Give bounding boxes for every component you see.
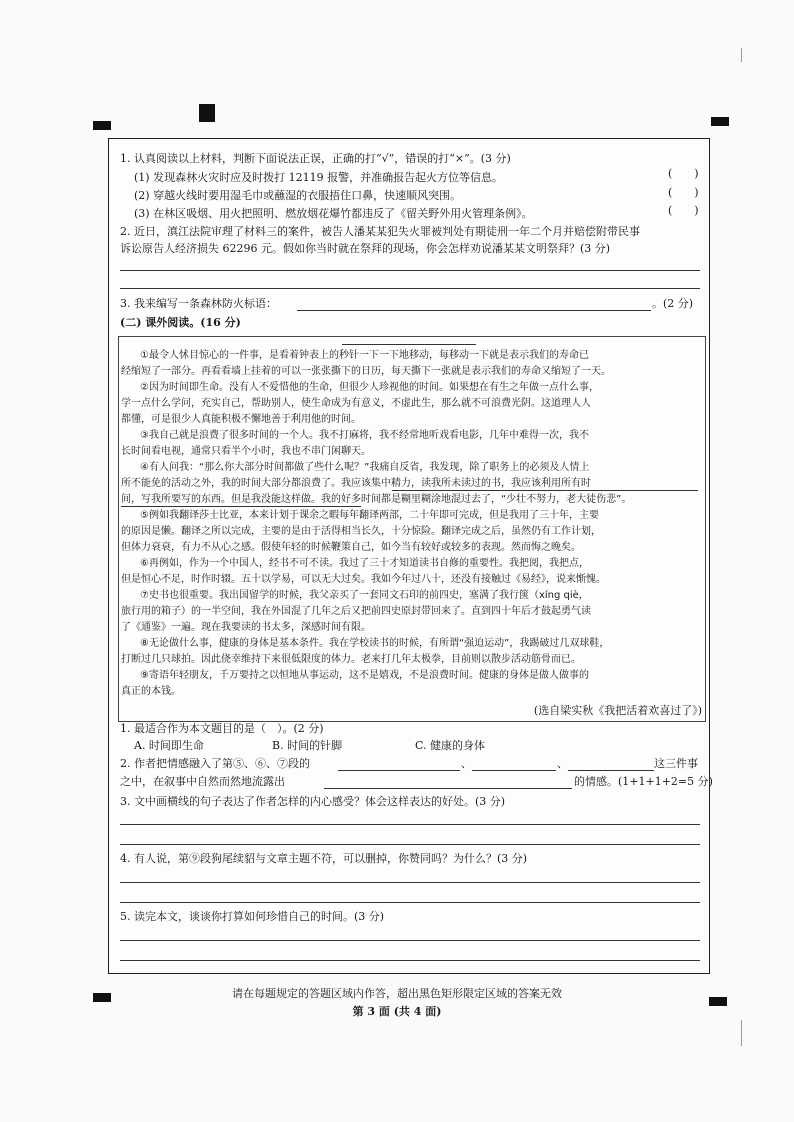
passage-line: ⑥再例如，作为一个中国人，经书不可不读。我过了三十才知道读书自修的重要性。我把阅，我把点， [140, 558, 589, 569]
passage-source: (选自梁实秋《我把活着欢喜过了》) [533, 704, 702, 717]
answer-line[interactable] [120, 882, 700, 883]
passage-line: 都懂，可是很少人真能积极不懈地善于利用他的时间。 [121, 414, 361, 425]
answer-paren[interactable]: ( ) [668, 167, 699, 180]
q2-line-2: 诉讼原告人经济损失 62296 元。假如你当时就在祭拜的现场，你会怎样劝说潘某某文明祭拜？(3 分) [120, 242, 611, 255]
passage-line: 旅行用的箱子）的一半空间，我在外国混了几年之后又把前四史原封带回来了。直到四十年后才鼓起勇气读 [121, 606, 591, 617]
reading-q2-b: 之中，在叙事中自然而然地流露出 [120, 775, 285, 788]
answer-paren[interactable]: ( ) [668, 186, 699, 199]
blank-separator: 、 [557, 757, 568, 770]
q3-score: 。(2 分) [652, 297, 694, 310]
reading-q4: 4. 有人说，第⑨段狗尾续貂与文章主题不符，可以删掉，你赞同吗？为什么？(3 分) [120, 852, 528, 865]
answer-line[interactable] [120, 960, 700, 961]
passage-line: ⑧无论做什么事，健康的身体是基本条件。我在学校读书的时候，有所谓“强迫运动”，我踢破过几双球鞋， [140, 638, 610, 649]
answer-line[interactable] [120, 288, 700, 289]
footer-notice: 请在每题规定的答题区域内作答，超出黑色矩形限定区域的答案无效 [232, 987, 562, 1000]
passage-line: 学一点什么学问，充实自己，帮助别人，使生命成为有意义，不虚此生，那么就不可浪费光阴。这道理人人 [121, 398, 591, 409]
registration-mark [199, 104, 215, 122]
answer-blank[interactable] [568, 770, 654, 771]
passage-line: 了《通鉴》一遍。现在我要读的书太多，深感时间有限。 [121, 622, 371, 633]
answer-line[interactable] [120, 902, 700, 903]
answer-line[interactable] [120, 844, 700, 845]
passage-line: 间，写我所要写的东西。但是我没能这样做。我的好多时间都是糊里糊涂地混过去了，“少壮不努力，老大徒伤悲”。 [121, 494, 632, 505]
registration-mark [93, 121, 111, 130]
reading-q3: 3. 文中画横线的句子表达了作者怎样的内心感受？体会这样表达的好处。(3 分) [120, 795, 506, 808]
passage-line: ⑤例如我翻译莎士比亚，本来计划于课余之暇每年翻译两部，二十年即可完成，但是我用了三十年，主要 [140, 510, 599, 521]
passage-line: ⑦史书也很重要。我出国留学的时候，我父亲买了一套同文石印的前四史，塞满了我行箧（xíng qiè， [140, 590, 589, 601]
q1-option-c[interactable]: C. 健康的身体 [415, 739, 486, 752]
answer-blank[interactable] [324, 788, 572, 789]
passage-line: 打断过几只球拍。因此侥幸维持下来很低限度的体力。老来打几年太极拳，目前则以散步活动筋骨而已。 [121, 654, 581, 665]
reading-q5: 5. 读完本文，谈谈你打算如何珍惜自己的时间。(3 分) [120, 910, 385, 923]
passage-line: 但是恒心不足，时作时辍。五十以学易，可以无大过矣。我如今年过八十，还没有接触过《易经》，说来惭愧。 [121, 574, 606, 585]
answer-line[interactable] [120, 940, 700, 941]
passage-line: 经缩短了一部分。再看看墙上挂着的可以一张张撕下的日历，每天撕下一张就是表示我们的寿命又缩短了一天。 [121, 366, 611, 377]
q1-option-b[interactable]: B. 时间的针脚 [272, 739, 343, 752]
answer-blank[interactable] [338, 770, 460, 771]
decor-line [342, 344, 476, 345]
q1-stem: 1. 认真阅读以上材料，判断下面说法正误，正确的打“√”，错误的打“×”。(3 分) [120, 152, 511, 165]
reading-q1: 1. 最适合作为本文题目的是（ ）。(2 分) [120, 722, 324, 735]
passage-line: 的原因是懒。翻译之所以完成，主要的是由于活得相当长久，十分惊险。翻译完成之后，虽然仍有工作计划， [121, 526, 601, 537]
blank-separator: 、 [461, 757, 472, 770]
scan-edge [741, 1020, 742, 1046]
q1-option-a[interactable]: A. 时间即生命 [134, 739, 204, 752]
underlined-sentence [392, 490, 698, 491]
q1-item-3: (3) 在林区吸烟、用火把照明、燃放烟花爆竹都违反了《留关野外用火管理条例》。 [134, 207, 533, 220]
passage-line: ③我自己就是浪费了很多时间的一个人。我不打麻将，我不经常地听戏看电影，几年中难得一次，我不 [140, 430, 589, 441]
q2-line-1: 2. 近日，滇江法院审理了材料三的案件，被告人潘某某犯失火罪被判处有期徒刑一年二个月并赔偿附带民事 [120, 225, 640, 238]
answer-line[interactable] [120, 824, 700, 825]
passage-line: ⑨寄语年轻朋友，千万要持之以恒地从事运动，这不是嬉戏，不是浪费时间。健康的身体是做人做事的 [140, 670, 589, 681]
section-heading: (二) 课外阅读。(16 分) [120, 316, 241, 329]
passage-line: ②因为时间即生命。没有人不爱惜他的生命，但很少人珍视他的时间。如果想在有生之年做一点什么事， [140, 382, 599, 393]
q3-label: 3. 我来编写一条森林防火标语： [120, 297, 277, 310]
reading-q2-end: 这三件事 [654, 757, 698, 770]
q1-item-2: (2) 穿越火线时要用湿毛巾或蘸湿的衣服捂住口鼻，快速顺风突围。 [134, 189, 462, 202]
passage-line: 长时间看电视，通常只看半个小时，我也不串门闲聊天。 [121, 446, 371, 457]
answer-line[interactable] [120, 270, 700, 271]
passage-line: 真正的本钱。 [121, 686, 181, 697]
passage-line: ①最令人怵目惊心的一件事，是看着钟表上的秒针一下一下地移动，每移动一下就是表示我们的寿命已 [140, 350, 589, 361]
reading-q2-a: 2. 作者把情感融入了第⑤、⑥、⑦段的 [120, 757, 310, 770]
scan-edge [741, 48, 742, 62]
reading-q2-b-end: 的情感。(1+1+1+2=5 分) [574, 775, 713, 788]
passage-line: 所不能免的活动之外，我的时间大部分都浪费了。我应该集中精力，读我所未读过的书，我应该利用所有时 [121, 478, 591, 489]
slogan-blank[interactable] [297, 310, 651, 311]
answer-blank[interactable] [472, 770, 556, 771]
underlined-sentence [121, 506, 361, 507]
passage-line: ④有人问我：“那么你大部分时间都做了些什么呢？”我痛自反省，我发现，除了职务上的必须及人情上 [140, 462, 590, 473]
page-number: 第 3 面 (共 4 面) [352, 1005, 442, 1018]
registration-mark [711, 117, 729, 126]
answer-paren[interactable]: ( ) [668, 204, 699, 217]
q1-item-1: (1) 发现森林火灾时应及时拨打 12119 报警，并准确报告起火方位等信息。 [134, 171, 504, 184]
passage-line: 但体力衰衰，有力不从心之感。假使年轻的时候鞭策自己，如今当有较好或较多的表现。然而悔之晚矣。 [121, 542, 581, 553]
